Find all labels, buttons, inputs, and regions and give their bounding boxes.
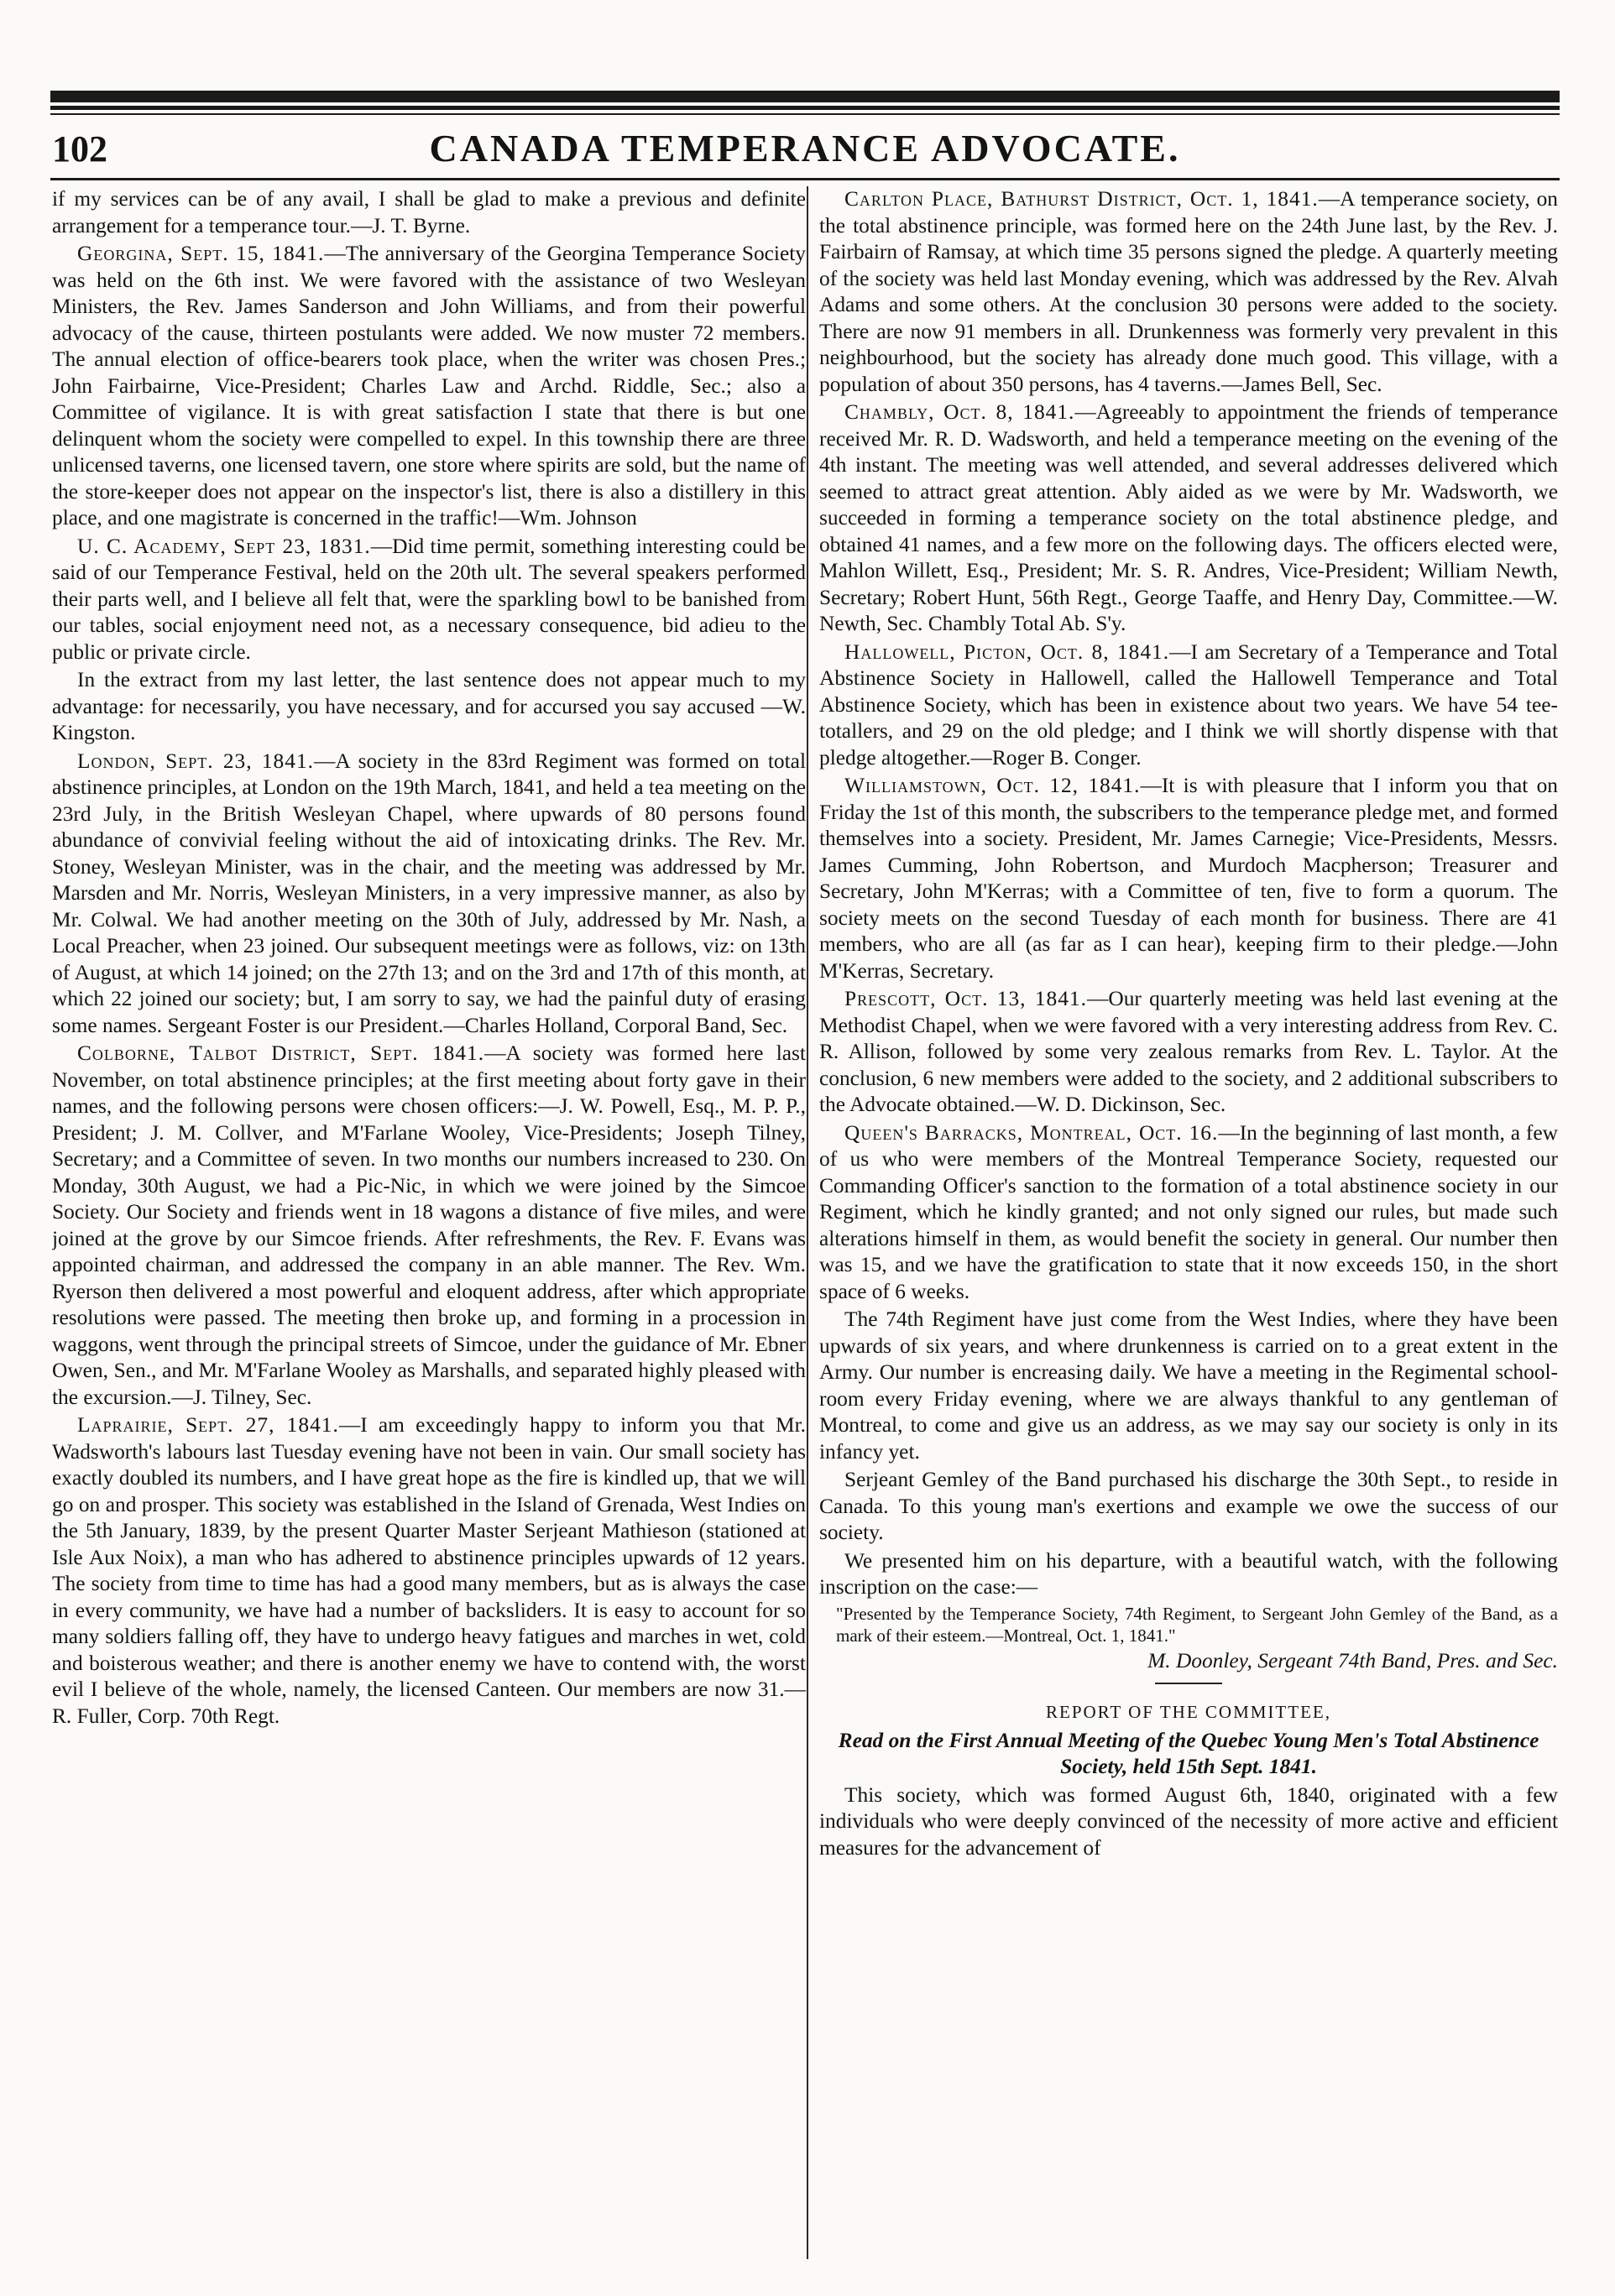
dateline: Georgina, Sept. 15, 1841. (77, 242, 325, 265)
article-text: —In the beginning of last month, a few of us who were members of the Montreal Temperance Society, requested our Commanding Officer's sanction to the formation of a total abstinence society in our Regiment, which he kindly granted; and not only signed our rules, but made such alterations himself in them, as would benefit the society in general. Our number then was 15, and we have the gratification to state that it now exceeds 150, in the short space of 6 weeks. (819, 1120, 1558, 1303)
report-heading: REPORT OF THE COMMITTEE, (1046, 1702, 1331, 1722)
dateline: Williamstown, Oct. 12, 1841. (844, 774, 1141, 797)
article-paragraph (819, 1120, 1558, 1306)
dateline: Queen's Barracks, Montreal, Oct. 16. (844, 1120, 1219, 1145)
dateline: Prescott, Oct. 13, 1841. (844, 987, 1087, 1010)
article-text: —The anniversary of the Georgina Temperance Society was held on the 6th inst. We were favored with the assistance of two Wesleyan Ministers, the Rev. James Sanderson and John Williams, and from their powerful advocacy of the cause, thirteen postulants were added. We now muster 72 members. The annual election of office-bearers took place, when the writer was chosen Pres.; John Fairbairne, Vice-President; Charles Law and Archd. Riddle, Sec.; also a Committee of vigilance. It is with great satisfaction I state that there is but one delinquent whom the society were compelled to expel. In this township there are three unlicensed taverns, one licensed tavern, one store where spirits are sold, but the name of the store-keeper does not appear on the inspector's list, there is also a distillery in this place, and one magistrate is concerned in the traffic!—Wm. Johnson (52, 242, 806, 530)
article-paragraph (52, 241, 806, 532)
article-text: —A society was formed here last November, on total abstinence principles; at the first meeting about forty gave in their names, and the following persons were chosen officers:—J. W. Powell, Esq., M. P. P., President; J. M. Collver, and M'Farlane Wooley, Vice-Presidents; Joseph Tilney, Secretary; and a Committee of seven. In two months our numbers increased to 230. On Monday, 30th August, we had a Pic-Nic, in which we were joined by the Simcoe Society. Our Society and friends went in 18 wagons a distance of five miles, and were joined at the grove by our Simcoe friends. After refreshments, the Rev. F. Evans was appointed chairman, and addressed the company in an able manner. The Rev. Wm. Ryerson then delivered a most powerful and eloquent address, after which appropriate resolutions were passed. The meeting then broke up, and forming in a procession in waggons, went through the principal streets of Simcoe, under the guidance of Mr. Ebner Owen, Sen., and Mr. M'Farlane Wooley as Marshalls, and separated highly pleased with the excursion.—J. Tilney, Sec. (52, 1041, 806, 1409)
left-column (52, 186, 806, 2266)
page-header (50, 126, 1560, 175)
article-paragraph (52, 1041, 806, 1411)
article-text: —Our quarterly meeting was held last evening at the Methodist Chapel, when we were favored with a very interesting address from Rev. C. R. Allison, followed by some very zealous remarks from Rev. L. Taylor. At the conclusion, 6 new members were added to the society, and 2 additional subscribers to the Advocate obtained.—W. D. Dickinson, Sec. (819, 987, 1558, 1116)
article-paragraph (52, 1412, 806, 1730)
page-number: 102 (52, 128, 107, 170)
article-text: —A temperance society, on the total abstinence principle, was formed here on the 24th June last, by the Rev. J. Fairbairn of Ramsay, at which time 35 persons signed the pledge. A quarterly meeting of the society was held last Monday evening, which was addressed by the Rev. Alvah Adams and some others. At the conclusion 30 persons were added to the society. There are now 91 members in all. Drunkenness was formerly very prevalent in this neighbourhood, but the society has already done much good. This village, with a population of about 350 persons, has 4 taverns.—James Bell, Sec. (819, 187, 1558, 396)
watch-inscription: "Presented by the Temperance Society, 74th Regiment, to Sergeant John Gemley of the Band, as a mark of their esteem.—Montreal, Oct. 1, 1841." (836, 1603, 1558, 1646)
article-text: —Did time permit, something interesting could be said of our Temperance Festival, held on the 20th ult. The several speakers performed their parts well, and I believe all felt that, were the sparkling bowl to be banished from our tables, social enjoyment need not, as a necessary consequence, bid adieu to the public or private circle. (52, 534, 806, 664)
article-paragraph (52, 534, 806, 666)
dateline: U. C. Academy, Sept 23, 1831. (77, 534, 371, 558)
dateline: Colborne, Talbot District, Sept. 1841. (77, 1041, 485, 1065)
header-rule (50, 178, 1560, 180)
article-text: —I am exceedingly happy to inform you that Mr. Wadsworth's labours last Tuesday evening have not been in vain. Our small society has exactly doubled its numbers, and I have great hope as the fire is kindled up, that we will go on and prosper. This society was established in the Island of Grenada, West Indies on the 5th January, 1839, by the present Quarter Master Serjeant Mathieson (stationed at Isle Aux Noix), a man who has adhered to abstinence principles upwards of 12 years. The society from time to time has had a good many members, but as is always the case in every community, we have had a number of backsliders. It is easy to account for so many soldiers falling off, they have to undergo heavy fatigues and marches in wet, cold and boisterous weather; and there is another enemy we have to contend with, the worst evil I believe of the whole, namely, the licensed Canteen. Our members are now 31.—R. Fuller, Corp. 70th Regt. (52, 1413, 806, 1728)
column-divider (807, 186, 808, 2259)
report-subheading: Read on the First Annual Meeting of the Quebec Young Men's Total Abstinence Society, held 15th Sept. 1841. (838, 1728, 1539, 1778)
article-paragraph (819, 773, 1558, 984)
article-paragraph: In the extract from my last letter, the last sentence does not appear much to my advantage: for necessarily, you have necessary, and for accursed you say accused —W. Kingston. (52, 668, 806, 744)
article-paragraph (819, 986, 1558, 1119)
running-title: CANADA TEMPERANCE ADVOCATE. (429, 127, 1181, 170)
dateline: Laprairie, Sept. 27, 1841. (77, 1413, 339, 1437)
article-text: —I am Secretary of a Temperance and Total Abstinence Society in Hallowell, called the Hallowell Temperance and Total Abstinence Society, which has been in existence about two years. We have 54 tee-totallers, and 29 on the old pledge; and I think we will shortly dispense with that pledge altogether.—Roger B. Conger. (819, 639, 1558, 770)
dateline: London, Sept. 23, 1841. (77, 749, 314, 773)
signature: M. Doonley, Sergeant 74th Band, Pres. and Sec. (1147, 1648, 1558, 1672)
article-paragraph (819, 399, 1558, 638)
article-paragraph: Serjeant Gemley of the Band purchased his discharge the 30th Sept., to reside in Canada. To this young man's exertions and example we owe the success of our society. (819, 1468, 1558, 1544)
article-paragraph (819, 186, 1558, 398)
article-paragraph (52, 749, 806, 1040)
short-rule (1155, 1683, 1222, 1684)
article-text: —Agreeably to appointment the friends of temperance received Mr. R. D. Wadsworth, and held a temperance meeting on the evening of the 4th instant. The meeting was well attended, and several addresses delivered which seemed to attract great attention. Ably aided as we were by Mr. Wadsworth, we succeeded in forming a temperance society on the total abstinence pledge, and obtained 41 names, and a few more on the following days. The officers elected were, Mahlon Willett, Esq., President; Mr. S. R. Andres, Vice-President; William Newth, Secretary; Robert Hunt, 56th Regt., George Taaffe, and Henry Day, Committee.—W. Newth, Sec. Chambly Total Ab. S'y. (819, 400, 1558, 635)
article-text: —It is with pleasure that I inform you that on Friday the 1st of this month, the subscribers to the temperance pledge met, and formed themselves into a society. President, Mr. James Carnegie; Vice-Presidents, Messrs. James Cumming, John Robertson, and Murdoch Macpherson; Treasurer and Secretary, John M'Kerras; with a Committee of ten, five to form a quorum. The society meets on the second Tuesday of each month for business. There are 41 members, who are all (as far as I can hear), keeping firm to their pledge.—John M'Kerras, Secretary. (819, 774, 1558, 983)
article-text: —A society in the 83rd Regiment was formed on total abstinence principles, at London on the 19th March, 1841, and held a tea meeting on the 23rd July, in the British Wesleyan Chapel, where upwards of 80 persons found abundance of convivial feeling without the aid of intoxicating drinks. The Rev. Mr. Stoney, Wesleyan Minister, was in the chair, and the meeting was addressed by Mr. Marsden and Mr. Norris, Wesleyan Ministers, in a very impressive manner, as also by Mr. Colwal. We had another meeting on the 30th of July, addressed by Mr. Nash, a Local Preacher, when 23 joined. Our subsequent meetings were as follows, viz: on 13th of August, at which 14 joined; on the 27th 13; and on the 3rd and 17th of this month, at which 22 joined our society; but, I am sorry to say, we had the painful duty of erasing some names. Sergeant Foster is our President.—Charles Holland, Corporal Band, Sec. (52, 749, 806, 1037)
article-paragraph (819, 639, 1558, 772)
article-paragraph: if my services can be of any avail, I shall be glad to make a previous and definite arrangement for a temperance tour.—J. T. Byrne. (52, 187, 806, 237)
article-paragraph: We presented him on his departure, with a beautiful watch, with the following inscription on the case:— (819, 1548, 1558, 1599)
top-decorative-rule (50, 91, 1560, 121)
dateline: Carlton Place, Bathurst District, Oct. 1, 1841. (844, 187, 1319, 211)
right-column (819, 186, 1558, 2266)
article-paragraph: This society, which was formed August 6th, 1840, originated with a few individuals who were deeply convinced of the necessity of more active and efficient measures for the advancement of (819, 1782, 1558, 1860)
dateline: Hallowell, Picton, Oct. 8, 1841. (844, 639, 1170, 664)
dateline: Chambly, Oct. 8, 1841. (844, 400, 1075, 424)
article-paragraph: The 74th Regiment have just come from the West Indies, where they have been upwards of six years, and where drunkenness is carried on to a great extent in the Army. Our number is encreasing daily. We have a meeting in the Regimental school-room every Friday evening, where we are always thankful to any gentleman of Montreal, to come and give us an address, as we may say our society is only in its infancy yet. (819, 1307, 1558, 1464)
